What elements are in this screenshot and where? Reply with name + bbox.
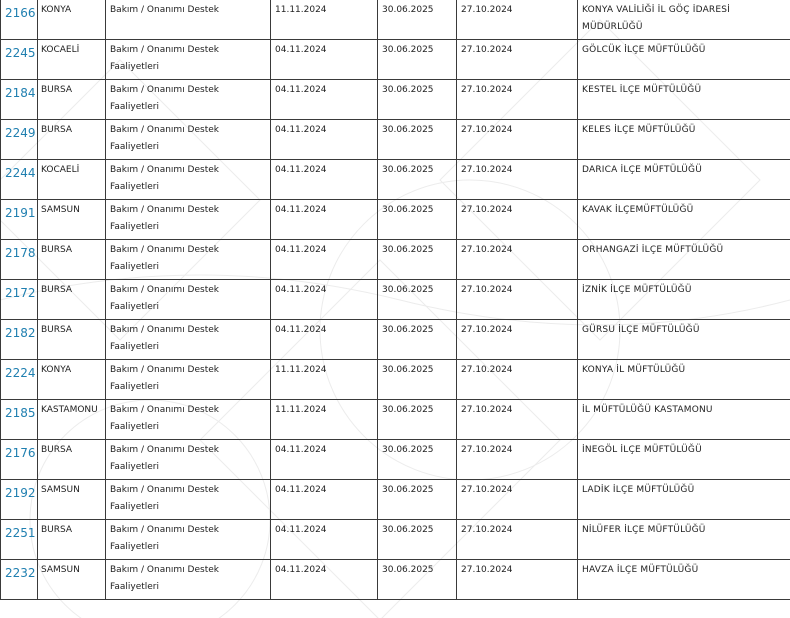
record-id-link[interactable]: 2166 [5, 6, 36, 20]
announce-date-cell: 27.10.2024 [461, 205, 513, 215]
institution-cell: İL MÜFTÜLÜĞÜ KASTAMONU [582, 405, 713, 415]
end-date-cell: 30.06.2025 [382, 165, 434, 175]
city-cell: BURSA [41, 445, 73, 455]
record-id-container[interactable] [1, 440, 38, 480]
end-date-cell-container [378, 560, 457, 600]
end-date-cell-container [378, 360, 457, 400]
table-row [1, 160, 790, 200]
end-date-cell: 30.06.2025 [382, 5, 434, 15]
announce-date-cell: 27.10.2024 [461, 5, 513, 15]
service-type-cell-container [106, 440, 271, 480]
end-date-cell-container [378, 320, 457, 360]
record-id-container[interactable] [1, 320, 38, 360]
city-cell-container [38, 160, 106, 200]
service-type-cell-container [106, 520, 271, 560]
service-type-cell-container [106, 320, 271, 360]
record-id-link[interactable]: 2178 [5, 246, 36, 260]
announce-date-cell: 27.10.2024 [461, 365, 513, 375]
institution-cell: İZNİK İLÇE MÜFTÜLÜĞÜ [582, 285, 692, 295]
service-type-cell: Bakım / Onanımı Destek Faaliyetleri [110, 445, 219, 472]
record-id-container[interactable] [1, 40, 38, 80]
city-cell-container [38, 40, 106, 80]
announce-date-cell: 27.10.2024 [461, 405, 513, 415]
start-date-cell: 04.11.2024 [275, 285, 327, 295]
end-date-cell: 30.06.2025 [382, 285, 434, 295]
start-date-cell-container [271, 0, 378, 40]
record-id-container[interactable] [1, 480, 38, 520]
service-type-cell: Bakım / Onanımı Destek Faaliyetleri [110, 165, 219, 192]
end-date-cell: 30.06.2025 [382, 245, 434, 255]
announce-date-cell: 27.10.2024 [461, 45, 513, 55]
city-cell-container [38, 560, 106, 600]
institution-cell: DARICA İLÇE MÜFTÜLÜĞÜ [582, 165, 703, 175]
end-date-cell: 30.06.2025 [382, 365, 434, 375]
record-id-link[interactable]: 2251 [5, 526, 36, 540]
city-cell: BURSA [41, 125, 73, 135]
institution-cell: LADİK İLÇE MÜFTÜLÜĞÜ [582, 485, 695, 495]
city-cell-container [38, 240, 106, 280]
start-date-cell-container [271, 560, 378, 600]
start-date-cell: 04.11.2024 [275, 445, 327, 455]
end-date-cell-container [378, 440, 457, 480]
service-type-cell-container [106, 560, 271, 600]
record-id-link[interactable]: 2176 [5, 446, 36, 460]
start-date-cell: 11.11.2024 [275, 405, 327, 415]
table-row [1, 240, 790, 280]
start-date-cell-container [271, 160, 378, 200]
city-cell: BURSA [41, 525, 73, 535]
announce-date-cell: 27.10.2024 [461, 125, 513, 135]
city-cell: SAMSUN [41, 485, 80, 495]
end-date-cell: 30.06.2025 [382, 525, 434, 535]
institution-cell: KESTEL İLÇE MÜFTÜLÜĞÜ [582, 85, 702, 95]
announce-date-cell: 27.10.2024 [461, 245, 513, 255]
start-date-cell-container [271, 400, 378, 440]
service-type-cell-container [106, 0, 271, 40]
service-type-cell: Bakım / Onanımı Destek Faaliyetleri [110, 565, 219, 592]
institution-cell-container [578, 480, 790, 520]
end-date-cell-container [378, 520, 457, 560]
service-type-cell: Bakım / Onanımı Destek Faaliyetleri [110, 525, 219, 552]
record-id-container[interactable] [1, 80, 38, 120]
end-date-cell-container [378, 200, 457, 240]
city-cell-container [38, 80, 106, 120]
end-date-cell: 30.06.2025 [382, 445, 434, 455]
institution-cell: ORHANGAZİ İLÇE MÜFTÜLÜĞÜ [582, 245, 724, 255]
institution-cell-container [578, 160, 790, 200]
start-date-cell: 04.11.2024 [275, 45, 327, 55]
service-type-cell-container [106, 120, 271, 160]
service-type-cell-container [106, 360, 271, 400]
institution-cell: KELES İLÇE MÜFTÜLÜĞÜ [582, 125, 696, 135]
record-id-container[interactable] [1, 560, 38, 600]
institution-cell: KAVAK İLÇEMÜFTÜLÜĞÜ [582, 205, 694, 215]
city-cell: BURSA [41, 285, 73, 295]
institution-cell-container [578, 80, 790, 120]
start-date-cell: 04.11.2024 [275, 525, 327, 535]
table-row [1, 200, 790, 240]
end-date-cell-container [378, 160, 457, 200]
record-id-link[interactable]: 2182 [5, 326, 36, 340]
service-type-cell-container [106, 240, 271, 280]
announce-date-cell-container [457, 400, 578, 440]
city-cell: BURSA [41, 85, 73, 95]
institution-cell-container [578, 40, 790, 80]
city-cell: SAMSUN [41, 565, 80, 575]
start-date-cell-container [271, 80, 378, 120]
service-type-cell: Bakım / Onanımı Destek Faaliyetleri [110, 125, 219, 152]
table-row [1, 560, 790, 600]
start-date-cell: 04.11.2024 [275, 205, 327, 215]
city-cell: KONYA [41, 365, 72, 375]
record-id-link[interactable]: 2172 [5, 286, 36, 300]
end-date-cell: 30.06.2025 [382, 205, 434, 215]
institution-cell-container [578, 280, 790, 320]
institution-cell-container [578, 320, 790, 360]
announce-date-cell: 27.10.2024 [461, 485, 513, 495]
end-date-cell: 30.06.2025 [382, 405, 434, 415]
record-id-container[interactable] [1, 400, 38, 440]
institution-cell-container [578, 200, 790, 240]
record-id-link[interactable]: 2184 [5, 86, 36, 100]
announce-date-cell: 27.10.2024 [461, 525, 513, 535]
table-body [1, 0, 790, 600]
end-date-cell-container [378, 240, 457, 280]
announce-date-cell: 27.10.2024 [461, 165, 513, 175]
city-cell-container [38, 520, 106, 560]
end-date-cell: 30.06.2025 [382, 85, 434, 95]
end-date-cell: 30.06.2025 [382, 125, 434, 135]
announce-date-cell-container [457, 440, 578, 480]
announce-date-cell-container [457, 120, 578, 160]
announce-date-cell: 27.10.2024 [461, 325, 513, 335]
institution-cell: HAVZA İLÇE MÜFTÜLÜĞÜ [582, 565, 699, 575]
table-row [1, 40, 790, 80]
table-row [1, 0, 790, 40]
announce-date-cell-container [457, 520, 578, 560]
start-date-cell-container [271, 200, 378, 240]
institution-cell: KONYA İL MÜFTÜLÜĞÜ [582, 365, 686, 375]
institution-cell-container [578, 560, 790, 600]
table-row [1, 120, 790, 160]
announce-date-cell-container [457, 0, 578, 40]
city-cell-container [38, 440, 106, 480]
start-date-cell: 04.11.2024 [275, 325, 327, 335]
service-type-cell: Bakım / Onanımı Destek Faaliyetleri [110, 245, 219, 272]
announce-date-cell-container [457, 360, 578, 400]
institution-cell-container [578, 120, 790, 160]
table-row [1, 400, 790, 440]
start-date-cell-container [271, 360, 378, 400]
city-cell: BURSA [41, 325, 73, 335]
start-date-cell: 11.11.2024 [275, 5, 327, 15]
announce-date-cell-container [457, 160, 578, 200]
city-cell-container [38, 400, 106, 440]
end-date-cell-container [378, 40, 457, 80]
record-id-link[interactable]: 2185 [5, 406, 36, 420]
table-row [1, 80, 790, 120]
city-cell: KONYA [41, 5, 72, 15]
service-type-cell: Bakım / Onanımı Destek Faaliyetleri [110, 45, 219, 72]
end-date-cell-container [378, 0, 457, 40]
service-type-cell: Bakım / Onanımı Destek Faaliyetleri [110, 485, 219, 512]
start-date-cell-container [271, 40, 378, 80]
service-type-cell-container [106, 400, 271, 440]
service-type-cell: Bakım / Onanımı Destek Faaliyetleri [110, 325, 219, 352]
city-cell-container [38, 280, 106, 320]
record-id-link[interactable]: 2232 [5, 566, 36, 580]
institution-cell-container [578, 360, 790, 400]
announce-date-cell-container [457, 480, 578, 520]
city-cell: KASTAMONU [41, 405, 98, 415]
table-row [1, 480, 790, 520]
city-cell-container [38, 480, 106, 520]
city-cell: KOCAELİ [41, 165, 80, 175]
start-date-cell: 11.11.2024 [275, 365, 327, 375]
start-date-cell-container [271, 520, 378, 560]
start-date-cell: 04.11.2024 [275, 85, 327, 95]
announce-date-cell-container [457, 560, 578, 600]
end-date-cell-container [378, 400, 457, 440]
city-cell: KOCAELİ [41, 45, 80, 55]
record-id-container[interactable] [1, 280, 38, 320]
city-cell-container [38, 0, 106, 40]
service-type-cell: Bakım / Onanımı Destek Faaliyetleri [110, 405, 219, 432]
service-type-cell-container [106, 200, 271, 240]
end-date-cell: 30.06.2025 [382, 45, 434, 55]
table-row [1, 280, 790, 320]
record-id-link[interactable]: 2192 [5, 486, 36, 500]
service-type-cell: Bakım / Onanımı Destek Faaliyetleri [110, 85, 219, 112]
table-row [1, 440, 790, 480]
start-date-cell: 04.11.2024 [275, 485, 327, 495]
service-type-cell-container [106, 40, 271, 80]
record-id-container[interactable] [1, 240, 38, 280]
table-row [1, 520, 790, 560]
table-row [1, 360, 790, 400]
record-id-link[interactable]: 2249 [5, 126, 36, 140]
start-date-cell-container [271, 320, 378, 360]
record-id-link[interactable]: 2245 [5, 46, 36, 60]
start-date-cell-container [271, 480, 378, 520]
service-type-cell-container [106, 80, 271, 120]
end-date-cell: 30.06.2025 [382, 485, 434, 495]
start-date-cell: 04.11.2024 [275, 245, 327, 255]
announce-date-cell-container [457, 40, 578, 80]
institution-cell-container [578, 400, 790, 440]
table-row [1, 320, 790, 360]
record-id-container[interactable] [1, 520, 38, 560]
end-date-cell-container [378, 120, 457, 160]
institution-cell: İNEGÖL İLÇE MÜFTÜLÜĞÜ [582, 445, 702, 455]
announce-date-cell-container [457, 280, 578, 320]
city-cell: BURSA [41, 245, 73, 255]
announce-date-cell: 27.10.2024 [461, 85, 513, 95]
record-id-container[interactable] [1, 0, 38, 40]
service-type-cell: Bakım / Onanımı Destek Faaliyetleri [110, 285, 219, 312]
start-date-cell-container [271, 240, 378, 280]
institution-cell: NİLÜFER İLÇE MÜFTÜLÜĞÜ [582, 525, 706, 535]
announce-date-cell: 27.10.2024 [461, 565, 513, 575]
end-date-cell: 30.06.2025 [382, 565, 434, 575]
announce-date-cell-container [457, 80, 578, 120]
record-id-link[interactable]: 2191 [5, 206, 36, 220]
institution-cell-container [578, 240, 790, 280]
start-date-cell: 04.11.2024 [275, 165, 327, 175]
city-cell-container [38, 320, 106, 360]
start-date-cell-container [271, 280, 378, 320]
end-date-cell-container [378, 80, 457, 120]
institution-cell: GÜRSU İLÇE MÜFTÜLÜĞÜ [582, 325, 700, 335]
record-id-link[interactable]: 2224 [5, 366, 36, 380]
city-cell-container [38, 120, 106, 160]
end-date-cell-container [378, 280, 457, 320]
start-date-cell: 04.11.2024 [275, 565, 327, 575]
start-date-cell-container [271, 120, 378, 160]
institution-cell: KONYA VALİLİĞİ İL GÖÇ İDARESİ MÜDÜRLÜĞÜ [582, 5, 731, 32]
record-id-link[interactable]: 2244 [5, 166, 36, 180]
institution-cell: GÖLCÜK İLÇE MÜFTÜLÜĞÜ [582, 45, 706, 55]
city-cell: SAMSUN [41, 205, 80, 215]
end-date-cell-container [378, 480, 457, 520]
start-date-cell: 04.11.2024 [275, 125, 327, 135]
service-type-cell-container [106, 480, 271, 520]
city-cell-container [38, 360, 106, 400]
institution-cell-container [578, 0, 790, 40]
institution-cell-container [578, 440, 790, 480]
service-type-cell: Bakım / Onanımı Destek [110, 5, 219, 15]
record-id-container[interactable] [1, 120, 38, 160]
announce-date-cell: 27.10.2024 [461, 445, 513, 455]
city-cell-container [38, 200, 106, 240]
institution-cell-container [578, 520, 790, 560]
end-date-cell: 30.06.2025 [382, 325, 434, 335]
service-type-cell-container [106, 280, 271, 320]
service-type-cell: Bakım / Onanımı Destek Faaliyetleri [110, 365, 219, 392]
announce-date-cell: 27.10.2024 [461, 285, 513, 295]
start-date-cell-container [271, 440, 378, 480]
service-type-cell-container [106, 160, 271, 200]
service-type-cell: Bakım / Onanımı Destek Faaliyetleri [110, 205, 219, 232]
record-id-container[interactable] [1, 160, 38, 200]
record-id-container[interactable] [1, 200, 38, 240]
announce-date-cell-container [457, 240, 578, 280]
record-id-container[interactable] [1, 360, 38, 400]
announce-date-cell-container [457, 320, 578, 360]
announce-date-cell-container [457, 200, 578, 240]
